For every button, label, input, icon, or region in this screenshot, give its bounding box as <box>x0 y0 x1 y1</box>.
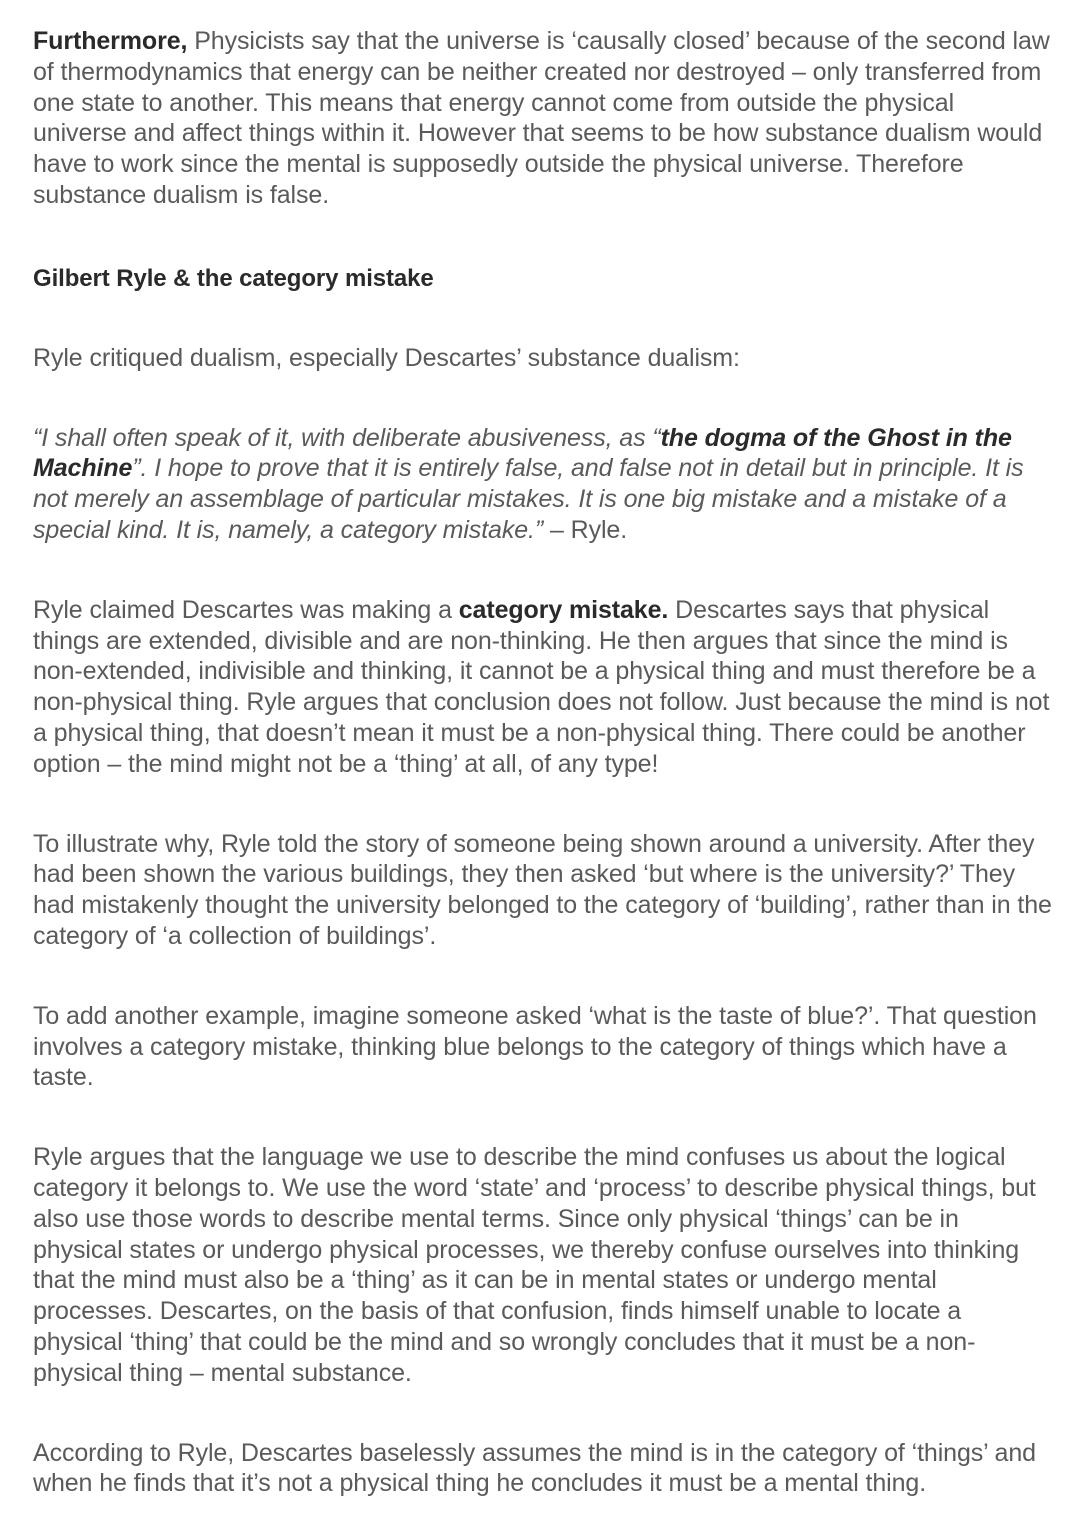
quote-text-end: ”. I hope to prove that it is entirely false, and false not in detail but in principle. It is not merely an assemblage of particular mistakes. It is one big mistake and a mistake of a special kind. It is, namely, a category mistake.” <box>33 454 1024 544</box>
paragraph-text: Physicists say that the universe is ‘causally closed’ because of the second law of thermodynamics that energy can be neither created nor destroyed – only transferred from one state to another. This means that energy cannot come from outside the physical universe and affect things within it. However that seems to be how substance dualism would have to work since the mental is supposedly outside the physical universe. Therefore substance dualism is false. <box>33 27 1050 209</box>
section-heading: Gilbert Ryle & the category mistake <box>33 264 434 292</box>
paragraph-causal-closure <box>33 26 1053 211</box>
quote-attribution: – Ryle. <box>543 515 628 544</box>
paragraph-category-mistake <box>33 595 1053 780</box>
paragraph-university-example: To illustrate why, Ryle told the story of someone being shown around a university. After they had been shown the various buildings, they then asked ‘but where is the university?’ They had mistakenly thought the university belonged to the category of ‘building’, rather than in the category of ‘a collection of buildings’. <box>33 829 1052 950</box>
paragraph-lead-word: Furthermore, <box>33 27 188 55</box>
ryle-quote <box>33 423 1053 546</box>
paragraph-language-argument: Ryle argues that the language we use to describe the mind confuses us about the logical category it belongs to. We use the word ‘state’ and ‘process’ to describe physical things, but also use those words to describe mental terms. Since only physical ‘things’ can be in physical states or undergo physical processes, we thereby confuse ourselves into thinking that the mind must also be a ‘thing’ as it can be in mental states or undergo mental processes. Descartes, on the basis of that confusion, finds himself unable to locate a physical ‘thing’ that could be the mind and so wrongly concludes that it must be a non-physical thing – mental substance. <box>33 1143 1036 1387</box>
paragraph-blue-example: To add another example, imagine someone asked ‘what is the taste of blue?’. That question involves a category mistake, thinking blue belongs to the category of things which have a taste. <box>33 1001 1037 1092</box>
paragraph-conclusion: According to Ryle, Descartes baselessly assumes the mind is in the category of ‘things’ and when he finds that it’s not a physical thing he concludes it must be a mental thing. <box>33 1438 1036 1498</box>
bold-term: category mistake. <box>458 595 669 624</box>
quote-bold-phrase: the dogma of the Ghost in the Machine <box>33 423 1012 483</box>
paragraph-text: Descartes says that physical things are extended, divisible and are non-thinking. He then argues that since the mind is non-extended, indivisible and thinking, it cannot be a physical thing and must therefore be a non-physical thing. Ryle argues that conclusion does not follow. Just because the mind is not a physical thing, that doesn’t mean it must be a non-physical thing. There could be another option – the mind might not be a ‘thing’ at all, of any type! <box>33 595 1050 778</box>
quote-text-start: “I shall often speak of it, with deliberate abusiveness, as “ <box>33 423 661 452</box>
paragraph-ryle-intro: Ryle critiqued dualism, especially Descartes’ substance dualism: <box>33 343 740 372</box>
document-page <box>33 26 1053 1499</box>
paragraph-text: Ryle claimed Descartes was making a <box>33 595 459 624</box>
